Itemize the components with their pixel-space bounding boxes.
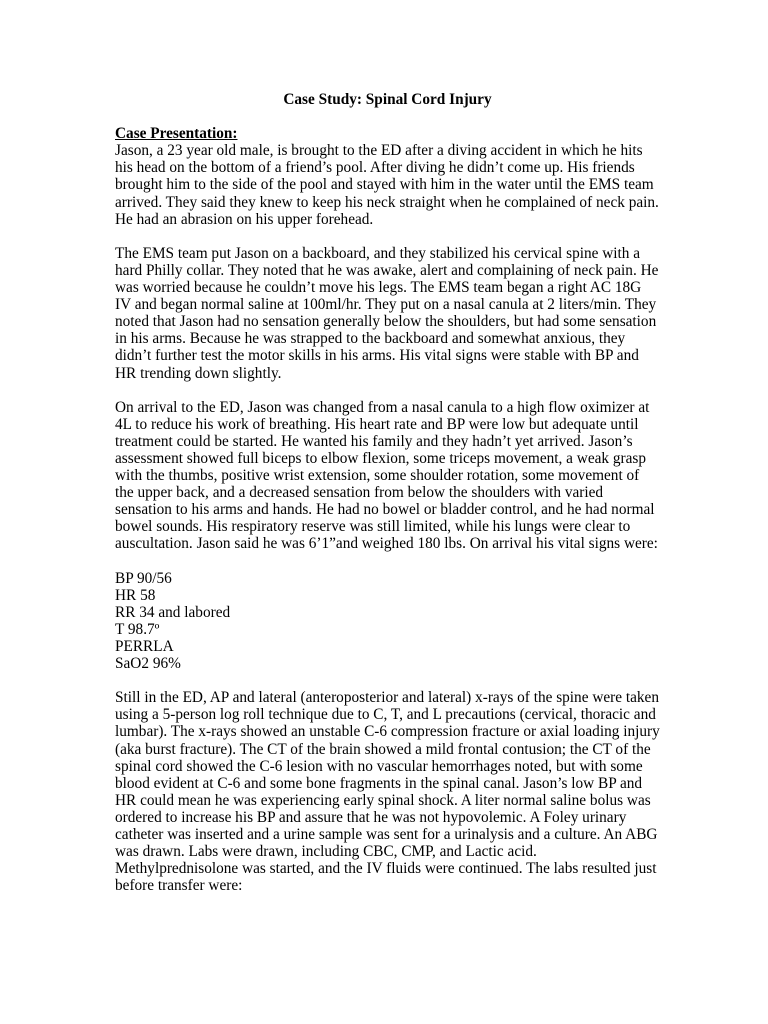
vital-sao2: SaO2 96% <box>115 655 181 673</box>
vital-bp: BP 90/56 <box>115 569 172 587</box>
paragraph-intro: Jason, a 23 year old male, is brought to the ED after a diving accident in which he hits his head on the bottom of a friend’s pool. After diving he didn’t come up. His friends brought him to the side of the pool and stayed with him in the water until the EMS team arrived. They said they knew to keep his neck straight when he complained of neck pain. He had an abrasion on his upper forehead. <box>115 142 659 228</box>
vital-hr: HR 58 <box>115 586 156 604</box>
paragraph-ed-arrival: On arrival to the ED, Jason was changed from a nasal canula to a high flow oximizer at 4L to reduce his work of breathing. His heart rate and BP were low but adequate until treatment could be started. He wanted his family and they hadn’t yet arrived. Jason’s assessment showed full biceps to elbow flexion, some triceps movement, a weak grasp with the thumbs, positive wrist extension, some shoulder rotation, some movement of the upper back, and a decreased sensation from below the shoulders with varied sensation to his arms and hands. He had no bowel or bladder control, and he had normal bowel sounds. His respiratory reserve was still limited, while his lungs were clear to auscultation. Jason said he was 6’1”and weighed 180 lbs. On arrival his vital signs were: <box>115 398 658 553</box>
vital-temp: T 98.7º <box>115 620 160 638</box>
vital-rr: RR 34 and labored <box>115 603 231 621</box>
paragraph-ems: The EMS team put Jason on a backboard, and they stabilized his cervical spine with a hard Philly collar. They noted that he was awake, alert and complaining of neck pain. He was worried because he couldn’t move his legs. The EMS team began a right AC 18G IV and began normal saline at 100ml/hr. They put on a nasal canula at 2 liters/min. They noted that Jason had no sensation generally below the shoulders, but had some sensation in his arms. Because he was strapped to the backboard and somewhat anxious, they didn’t further test the motor skills in his arms. His vital signs were stable with BP and HR trending down slightly. <box>115 244 659 382</box>
document-body <box>115 91 660 912</box>
document-title: Case Study: Spinal Cord Injury <box>283 91 492 108</box>
paragraph-ed-workup: Still in the ED, AP and lateral (anteroposterior and lateral) x-rays of the spine were taken using a 5-person log roll technique due to C, T, and L precautions (cervical, thoracic and lumbar). The x-rays showed an unstable C-6 compression fracture or axial loading injury (aka burst fracture). The CT of the brain showed a mild frontal contusion; the CT of the spinal cord showed the C-6 lesion with no vascular hemorrhages noted, but with some blood evident at C-6 and some bone fragments in the spinal canal. Jason’s low BP and HR could mean he was experiencing early spinal shock. A liter normal saline bolus was ordered to increase his BP and assure that he was not hypovolemic. A Foley urinary catheter was inserted and a urine sample was sent for a urinalysis and a culture. An ABG was drawn. Labs were drawn, including CBC, CMP, and Lactic acid. Methylprednisolone was started, and the IV fluids were continued. The labs resulted just before transfer were: <box>115 689 660 895</box>
section-heading-case-presentation: Case Presentation: <box>115 125 238 143</box>
vital-signs-list <box>115 570 660 673</box>
vital-perrla: PERRLA <box>115 638 174 655</box>
